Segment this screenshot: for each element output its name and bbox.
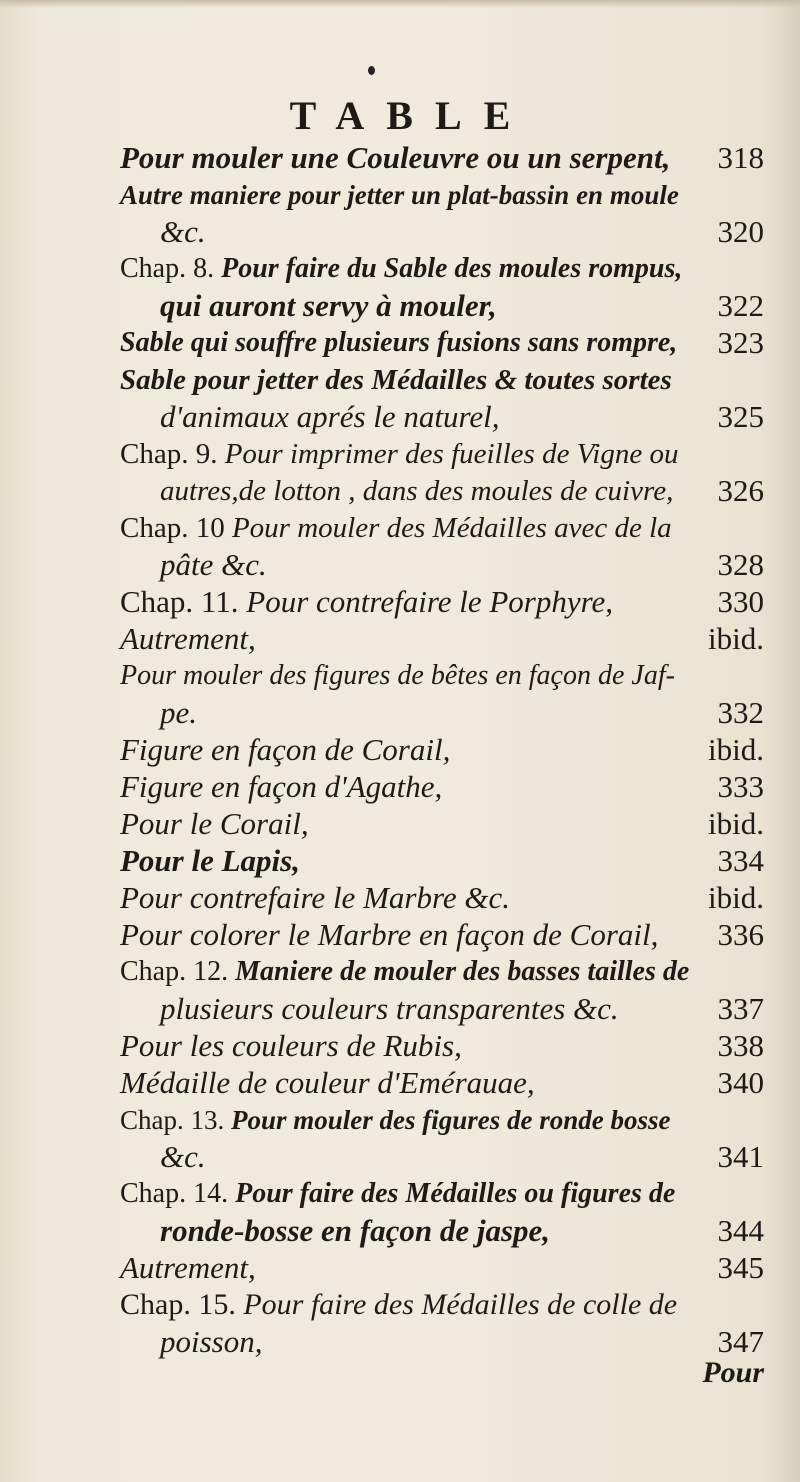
page-number: 328 xyxy=(717,547,764,582)
chapter-number: Chap. 11. xyxy=(120,584,247,619)
chapter-number: Chap. 15. xyxy=(120,1288,244,1321)
entry-title: Pour contrefaire le Porphyre, xyxy=(246,584,614,619)
toc-entry-text xyxy=(160,989,619,1029)
toc-entry xyxy=(0,582,800,622)
toc-entry xyxy=(0,508,800,548)
entry-title: Pour mouler des figures de ronde bosse xyxy=(231,1105,671,1135)
toc-entry-text xyxy=(120,249,682,289)
page-number: 336 xyxy=(717,917,764,952)
page-number: ibid. xyxy=(708,806,764,841)
toc-entry xyxy=(0,360,800,400)
page-number: 325 xyxy=(717,399,764,434)
page-number: 332 xyxy=(717,695,764,730)
entry-title: Pour mouler une Couleuvre ou un serpent, xyxy=(120,140,671,175)
entry-title: Maniere de mouler des basses tailles de xyxy=(235,956,690,987)
toc-entry xyxy=(0,138,800,178)
toc-entry-text xyxy=(120,1174,675,1214)
entry-title: &c. xyxy=(160,1139,206,1174)
page-number: ibid. xyxy=(708,732,764,767)
page-number: ibid. xyxy=(708,880,764,915)
toc-entry xyxy=(0,1248,800,1288)
toc-entry xyxy=(0,545,800,585)
chapter-number: Chap. 8. xyxy=(120,253,222,284)
toc-entry xyxy=(0,767,800,807)
entry-title: Pour contrefaire le Marbre &c. xyxy=(120,880,510,915)
page-number: 347 xyxy=(717,1324,764,1359)
page-edge-stain xyxy=(0,0,800,8)
toc-entry xyxy=(0,397,800,437)
toc-entry xyxy=(0,1322,800,1362)
toc-entry xyxy=(0,619,800,659)
toc-entry-text xyxy=(160,471,673,511)
toc-entry xyxy=(0,212,800,252)
toc-entry-text xyxy=(120,878,510,918)
entry-title: &c. xyxy=(160,214,206,249)
toc-entry xyxy=(0,249,800,289)
toc-entry-text xyxy=(120,175,679,215)
entry-title: poisson, xyxy=(160,1324,263,1359)
entry-title: Sable qui souffre plusieurs fusions sans rompre, xyxy=(120,327,678,358)
toc-entry xyxy=(0,1063,800,1103)
page-number: 318 xyxy=(717,140,764,175)
toc-entry xyxy=(0,471,800,511)
entry-title: autres,de lotton , dans des moules de cuivre, xyxy=(160,475,674,507)
toc-entry-text xyxy=(120,730,450,770)
toc-entry-text xyxy=(160,1322,263,1362)
toc-entry xyxy=(0,1026,800,1066)
entry-title: pe. xyxy=(160,695,198,730)
toc-entry xyxy=(0,656,800,696)
toc-entry xyxy=(0,1211,800,1251)
entry-title: Pour mouler des figures de bêtes en façon de Jaf- xyxy=(120,660,675,691)
entry-title: Pour faire des Médailles de colle de xyxy=(243,1288,678,1321)
toc-entry xyxy=(0,1285,800,1325)
page-number: 333 xyxy=(717,769,764,804)
chapter-number: Chap. 12. xyxy=(120,956,236,987)
page-number: 334 xyxy=(717,843,764,878)
toc-entry xyxy=(0,286,800,326)
entry-title: Pour le Lapis, xyxy=(120,843,300,878)
toc-entry xyxy=(0,1174,800,1214)
toc-entry-text xyxy=(120,656,675,696)
toc-entry-text xyxy=(120,1248,256,1288)
entry-title: Pour imprimer des fueilles de Vigne ou xyxy=(224,438,679,470)
toc-entry-text xyxy=(160,286,497,326)
toc-entry-text xyxy=(120,619,256,659)
entry-title: d'animaux aprés le naturel, xyxy=(160,399,500,434)
toc-entry xyxy=(0,915,800,955)
page-number: 326 xyxy=(717,473,764,508)
entry-title: Figure en façon de Corail, xyxy=(120,732,451,767)
toc-entry xyxy=(0,989,800,1029)
chapter-number: Chap. 9. xyxy=(120,438,225,470)
toc-entry-text xyxy=(120,841,300,881)
toc-entry xyxy=(0,841,800,881)
toc-entry xyxy=(0,730,800,770)
page-number: 337 xyxy=(717,991,764,1026)
entry-title: Pour faire des Médailles ou figures de xyxy=(235,1178,676,1209)
toc-entry-text xyxy=(120,323,677,363)
toc-entry xyxy=(0,175,800,215)
entry-title: Médaille de couleur d'Emérauae, xyxy=(120,1065,535,1100)
toc-entry xyxy=(0,804,800,844)
page-number: 344 xyxy=(717,1213,764,1248)
catchword: Pour xyxy=(702,1356,764,1389)
page-number: 322 xyxy=(717,288,764,323)
toc-entry-text xyxy=(160,1211,550,1251)
entry-title: plusieurs couleurs transparentes &c. xyxy=(160,991,619,1026)
toc-entry-text xyxy=(120,1063,535,1103)
toc-entry xyxy=(0,952,800,992)
entry-title: pâte &c. xyxy=(160,547,267,582)
ornament-dot xyxy=(368,66,375,75)
page-number: 341 xyxy=(717,1139,764,1174)
entry-title: Pour les couleurs de Rubis, xyxy=(120,1028,462,1063)
entry-title: Pour mouler des Médailles avec de la xyxy=(231,512,672,544)
page-number: ibid. xyxy=(708,621,764,656)
toc-entry-text xyxy=(120,952,689,992)
toc-entry-text xyxy=(120,434,678,474)
toc-entry xyxy=(0,1100,800,1140)
toc-entry-text xyxy=(120,804,309,844)
toc-entry xyxy=(0,1137,800,1177)
entry-title: Pour le Corail, xyxy=(120,806,309,841)
toc-entry-text xyxy=(160,212,206,252)
entry-title: Autre maniere pour jetter un plat-bassin en moule xyxy=(120,180,679,210)
chapter-number: Chap. 14. xyxy=(120,1178,236,1209)
toc-entry xyxy=(0,434,800,474)
chapter-number: Chap. 13. xyxy=(120,1105,231,1135)
toc-entry-text xyxy=(120,582,613,622)
entry-title: Autrement, xyxy=(120,1250,256,1285)
toc-entry-text xyxy=(120,767,442,807)
toc-entry-text xyxy=(120,915,658,955)
toc-entry-text xyxy=(120,1100,671,1140)
chapter-number: Chap. 10 xyxy=(120,512,232,544)
toc-entry-text xyxy=(120,1026,462,1066)
entry-title: Autrement, xyxy=(120,621,256,656)
page-number: 340 xyxy=(717,1065,764,1100)
entry-title: Figure en façon d'Agathe, xyxy=(120,769,443,804)
entry-title: Pour colorer le Marbre en façon de Corail, xyxy=(120,917,659,952)
page-number: 320 xyxy=(717,214,764,249)
entry-title: Sable pour jetter des Médailles & toutes sortes xyxy=(120,364,672,396)
toc-entry xyxy=(0,878,800,918)
page-number: 338 xyxy=(717,1028,764,1063)
entry-title: ronde-bosse en façon de jaspe, xyxy=(160,1213,551,1248)
toc-entry-text xyxy=(120,1285,677,1325)
toc-entry-text xyxy=(160,397,500,437)
page-number: 323 xyxy=(717,325,764,360)
toc-entry xyxy=(0,693,800,733)
toc-entry-text xyxy=(120,360,672,400)
toc-entry-text xyxy=(160,1137,206,1177)
toc-entry-text xyxy=(160,545,267,585)
page-number: 330 xyxy=(717,584,764,619)
entry-title: Pour faire du Sable des moules rompus, xyxy=(221,253,683,284)
toc-entry-text xyxy=(120,138,670,178)
toc-entry xyxy=(0,323,800,363)
toc-entry-text xyxy=(120,508,672,548)
entry-title: qui auront servy à mouler, xyxy=(160,288,497,323)
page-header: TABLE xyxy=(289,93,533,138)
page-number: 345 xyxy=(717,1250,764,1285)
toc-entry-text xyxy=(160,693,197,733)
